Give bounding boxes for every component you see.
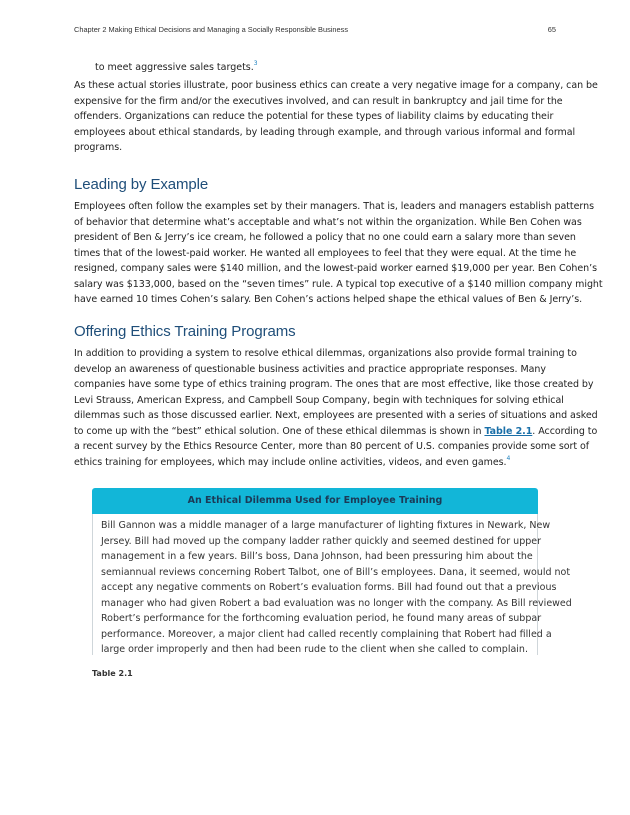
paragraph-line: of behavior that determine what’s acceptable and what’s not within the organization. While Ben Cohen was <box>74 216 582 228</box>
paragraph-line <box>74 424 598 440</box>
footnote-3-link[interactable]: 3 <box>253 60 258 67</box>
paragraph-line: companies have some type of ethics training program. The ones that are most effective, like those created by <box>74 379 594 390</box>
heading-leading-by-example: Leading by Example <box>74 176 209 193</box>
paragraph-line: Employees often follow the examples set by their managers. That is, leaders and managers establish patterns <box>74 201 594 212</box>
paragraph-line: resigned, company sales were $140 million, and the lowest-paid worker earned $19,000 per year. Ben Cohen’s <box>74 263 598 274</box>
paragraph-line: In addition to providing a system to resolve ethical dilemmas, organizations also provide formal training to <box>74 348 577 359</box>
callout-line: manager who had given Robert a bad evaluation was no longer with the company. As Bill reviewed <box>101 597 572 609</box>
continued-text <box>95 60 258 76</box>
paragraph-line: Levi Strauss, American Express, and Campbell Soup Company, begin with techniques for solving ethical <box>74 394 564 406</box>
callout-line: large order improperly and then had been rude to the client when she called to complain. <box>101 644 528 655</box>
line-text: . According to <box>532 425 598 437</box>
chapter-title: Chapter 2 Making Ethical Decisions and Managing a Socially Responsible Business <box>74 25 349 34</box>
line-text: ethics training for employees, which may include online activities, videos, and even games. <box>74 456 507 468</box>
paragraph-line: offenders. Organizations can reduce the potential for these types of liability claims by educating their <box>74 111 554 122</box>
callout-line: Robert’s performance for the forthcoming evaluation period, he found many areas of subpar <box>101 613 542 624</box>
callout-line: Jersey. Bill had moved up the company ladder rather quickly and seemed destined for upper <box>101 535 542 547</box>
heading-ethics-training: Offering Ethics Training Programs <box>74 323 296 340</box>
paragraph-line: salary was $133,000, based on the “seven times” rule. A typical top executive of a $140 million company might <box>74 278 603 290</box>
ethical-dilemma-callout <box>92 488 572 655</box>
callout-line: management in a few years. Bill’s boss, Dana Johnson, had been pressuring him about the <box>101 551 533 562</box>
callout-title: An Ethical Dilemma Used for Employee Training <box>92 488 538 514</box>
paragraph-line: times that of the lowest-paid worker. He wanted all employees to feel that they were equal. At the time he <box>74 247 577 259</box>
paragraph-line: dilemmas such as those discussed earlier. Next, employees are presented with a series of situations and asked <box>74 410 598 421</box>
callout-text <box>101 518 572 658</box>
paragraph-line: employees about ethical standards, by leading through example, and through various informal and formal <box>74 126 576 138</box>
paragraph-line: As these actual stories illustrate, poor business ethics can create a very negative image for a company, can be <box>74 80 598 91</box>
paragraph-line: have earned 10 times Cohen’s salary. Ben Cohen’s actions helped shape the ethical values of Ben & Jerry’s. <box>74 294 583 305</box>
paragraph-line: programs. <box>74 142 123 153</box>
callout-line: performance. Moreover, a major client had called recently complaining that Robert had filled a <box>101 628 552 640</box>
continued-line: to meet aggressive sales targets. <box>95 62 254 73</box>
callout-line: Bill Gannon was a middle manager of a large manufacturer of lighting fixtures in Newark, New <box>101 520 551 531</box>
table-2-1-link[interactable]: Table 2.1 <box>484 425 533 437</box>
line-text: to come up with the “best” ethical solution. One of these ethical dilemmas is shown in <box>74 425 485 437</box>
table-caption: Table 2.1 <box>92 669 133 678</box>
paragraph-line: expensive for the firm and/or the executives involved, and can result in bankruptcy and jail time for the <box>74 95 563 107</box>
intro-paragraph <box>74 78 598 156</box>
leading-paragraph <box>74 199 603 308</box>
callout-line: accept any negative comments on Robert’s evaluation forms. Bill had found out that a previous <box>101 582 557 593</box>
footnote-4-link[interactable]: 4 <box>506 454 511 462</box>
ethics-paragraph <box>74 346 598 470</box>
callout-body <box>92 514 572 655</box>
paragraph-line <box>74 455 556 471</box>
callout-line: semiannual reviews concerning Robert Talbot, one of Bill’s employees. Dana, it seemed, would not <box>101 566 571 578</box>
paragraph-line: a recent survey by the Ethics Resource Center, more than 80 percent of U.S. companies provide some sort of <box>74 441 590 452</box>
page-number: 65 <box>547 25 556 34</box>
paragraph-line: president of Ben & Jerry’s ice cream, he followed a policy that no one could earn a salary more than seven <box>74 232 576 243</box>
paragraph-line: develop an awareness of questionable business activities and practice appropriate responses. Many <box>74 363 546 375</box>
